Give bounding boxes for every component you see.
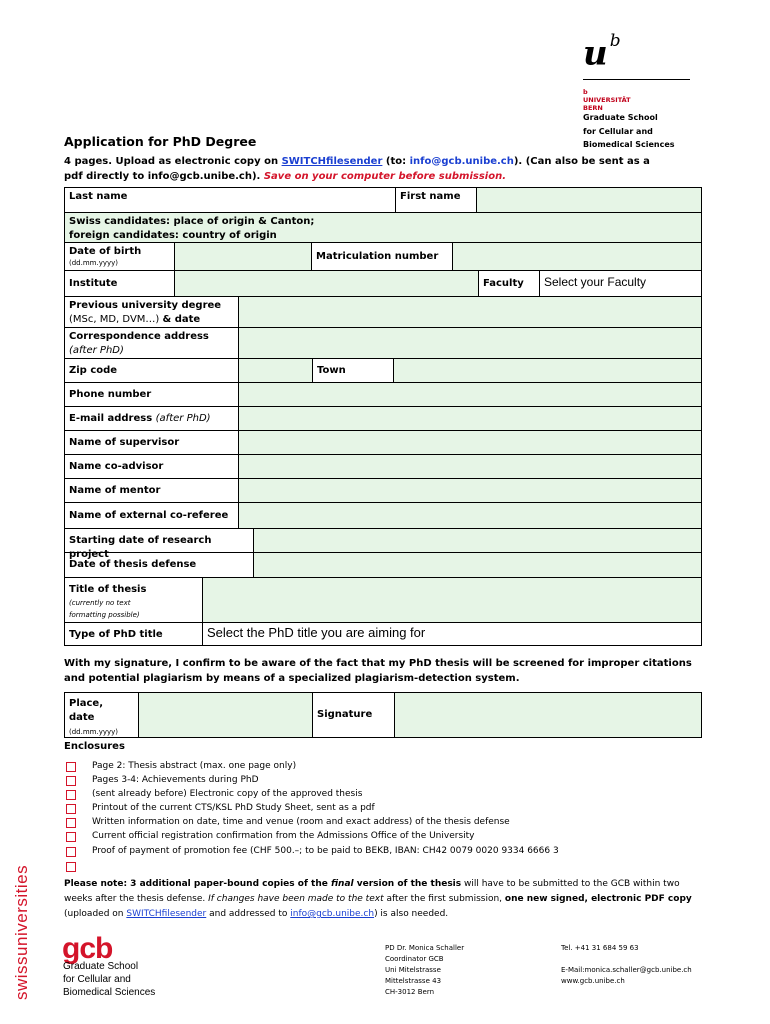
page-title: Application for PhD Degree (64, 134, 257, 149)
enclosure-item: (sent already before) Electronic copy of the approved thesis (92, 789, 363, 799)
label-phd-type: Type of PhD title (64, 622, 203, 646)
defense-date-field[interactable] (253, 552, 702, 578)
switch-link[interactable]: SWITCHfilesender (126, 909, 207, 919)
faculty-select[interactable]: Select your Faculty (539, 270, 702, 297)
label-email: E-mail address (after PhD) (64, 406, 239, 431)
email-field[interactable] (238, 406, 702, 431)
unibe-logo: u $^b$ (583, 31, 621, 74)
label-last-name: Last name (64, 187, 396, 213)
signature-field[interactable] (394, 692, 702, 738)
mentor-field[interactable] (238, 478, 702, 503)
submission-note: Please note: 3 additional paper-bound copies of the final version of the thesis will have to be submitted to the GCB within two weeks after the thesis defense. If changes have been made to the text after the first submission, one new signed, electronic PDF copy (uploaded on SWITCHfilesender and addressed to info@gcb.unibe.ch) is also needed. (64, 879, 692, 919)
enclosure-item: Page 2: Thesis abstract (max. one page only) (92, 761, 297, 771)
supervisor-field[interactable] (238, 430, 702, 455)
label-supervisor: Name of supervisor (64, 430, 239, 455)
prev-degree-field[interactable] (238, 296, 702, 328)
thesis-title-field[interactable] (202, 577, 702, 623)
label-faculty: Faculty (478, 270, 540, 297)
school-name: Graduate School for Cellular and Biomedical Sciences (583, 113, 675, 149)
enclosure-checkbox[interactable] (66, 847, 76, 857)
label-coreferee: Name of external co-referee (64, 502, 239, 529)
label-zip: Zip code (64, 358, 239, 383)
coreferee-field[interactable] (238, 502, 702, 529)
enclosure-checkbox[interactable] (66, 862, 76, 872)
logo-divider (583, 79, 690, 80)
label-matriculation: Matriculation number (311, 242, 453, 271)
enclosure-item: Pages 3-4: Achievements during PhD (92, 775, 259, 785)
matriculation-field[interactable] (452, 242, 702, 271)
enclosure-checkbox[interactable] (66, 832, 76, 842)
label-signature: Signature (312, 692, 395, 738)
contact-address: PD Dr. Monica Schaller Coordinator GCB Uni Mitelstrasse Mittelstrasse 43 CH-3012 Bern (385, 944, 465, 996)
origin-field[interactable]: Swiss candidates: place of origin & Canton; foreign candidates: country of origin (64, 212, 702, 243)
label-dob: Date of birth (dd.mm.yyyy) (64, 242, 175, 271)
contact-phone: Tel. +41 31 684 59 63 (561, 944, 639, 952)
enclosure-checkbox[interactable] (66, 804, 76, 814)
first-name-field[interactable] (476, 187, 702, 213)
label-phone: Phone number (64, 382, 239, 407)
phd-type-select[interactable]: Select the PhD title you are aiming for (202, 622, 702, 646)
label-mentor: Name of mentor (64, 478, 239, 503)
start-date-field[interactable] (253, 528, 702, 553)
label-thesis-title: Title of thesis (currently no text formatting possible) (64, 577, 203, 623)
label-town: Town (312, 358, 394, 383)
enclosure-checkbox[interactable] (66, 790, 76, 800)
town-field[interactable] (393, 358, 702, 383)
phone-field[interactable] (238, 382, 702, 407)
switch-link[interactable]: SWITCHfilesender (281, 156, 383, 167)
place-date-field[interactable] (138, 692, 313, 738)
label-prev-degree: Previous university degree (MSc, MD, DVM…) & date (64, 296, 239, 328)
enclosure-item: Current official registration confirmation from the Admissions Office of the University (92, 831, 475, 841)
dob-field[interactable] (174, 242, 312, 271)
label-coadvisor: Name co-advisor (64, 454, 239, 479)
label-institute: Institute (64, 270, 175, 297)
intro-text: 4 pages. Upload as electronic copy on SWITCHfilesender (to: info@gcb.unibe.ch). (Can also be sent as a pdf directly to info@gcb.unibe.ch). Save on your computer before submission. (64, 156, 650, 182)
institute-field[interactable] (174, 270, 479, 297)
label-defense-date: Date of thesis defense (64, 552, 254, 578)
email-link[interactable]: info@gcb.unibe.ch (409, 156, 514, 167)
enclosure-checkbox[interactable] (66, 762, 76, 772)
plagiarism-confirmation: With my signature, I confirm to be aware of the fact that my PhD thesis will be screened for improper citations and potential plagiarism by means of a specialized plagiarism-detection system. (64, 658, 692, 684)
enclosure-item: Printout of the current CTS/KSL PhD Study Sheet, sent as a pdf (92, 803, 375, 813)
contact-email: E-Mail:monica.schaller@gcb.unibe.ch www.gcb.unibe.ch (561, 966, 692, 985)
enclosure-item: Proof of payment of promotion fee (CHF 500.–; to be paid to BEKB, IBAN: CH42 0079 0020 9334 6666 3 (92, 846, 559, 856)
label-correspondence: Correspondence address (after PhD) (64, 327, 239, 359)
correspondence-field[interactable] (238, 327, 702, 359)
gcb-logo: gcb (62, 932, 113, 965)
zip-field[interactable] (238, 358, 313, 383)
enclosure-item: Written information on date, time and venue (room and exact address) of the thesis defense (92, 817, 510, 827)
email-link[interactable]: info@gcb.unibe.ch (290, 909, 375, 919)
enclosures-heading: Enclosures (64, 741, 125, 752)
label-first-name: First name (395, 187, 477, 213)
gcb-school-name: Graduate School for Cellular and Biomedical Sciences (63, 961, 156, 998)
enclosure-checkbox[interactable] (66, 818, 76, 828)
coadvisor-field[interactable] (238, 454, 702, 479)
enclosure-checkbox[interactable] (66, 776, 76, 786)
label-start-date: Starting date of research project (64, 528, 254, 553)
university-name: b UNIVERSITÄT BERN (583, 88, 631, 112)
swissuniversities-logo: swissuniversities (12, 864, 31, 1000)
label-place-date: Place, date (dd.mm.yyyy) (64, 692, 139, 738)
